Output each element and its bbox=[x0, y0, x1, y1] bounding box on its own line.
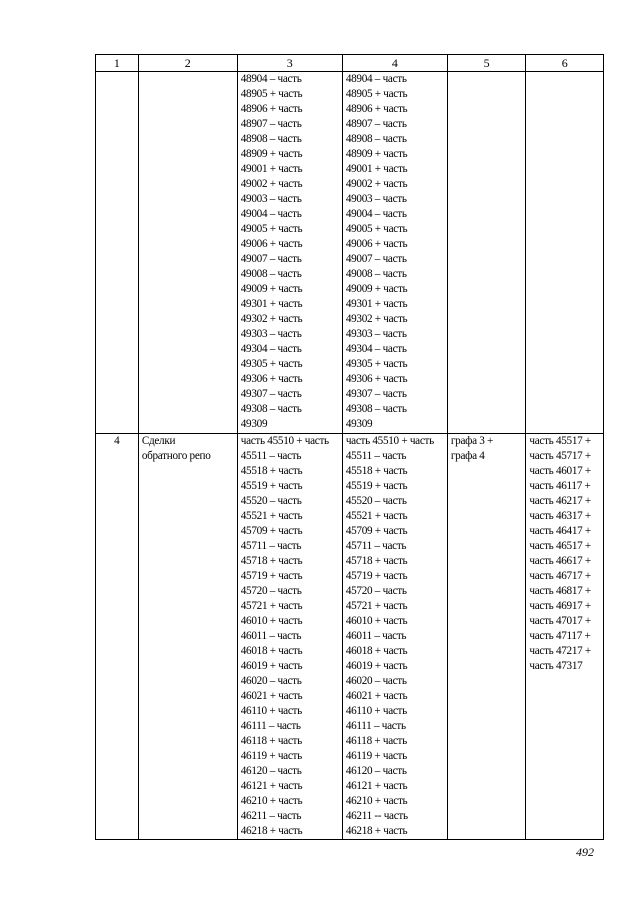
cell-line: часть 46517 + bbox=[529, 540, 591, 552]
cell-line: 46119 + часть bbox=[345, 750, 407, 762]
cell-line: 46010 + часть bbox=[240, 615, 303, 627]
cell-line: 49009 + часть bbox=[345, 283, 408, 295]
cell-line: 46020 – часть bbox=[345, 675, 407, 687]
cell-line: 48904 – часть bbox=[240, 73, 302, 85]
cell-line: 49004 – часть bbox=[345, 208, 407, 220]
cell-line: 49007 – часть bbox=[345, 253, 407, 265]
cell-line: часть 46417 + bbox=[529, 525, 591, 537]
cell-line: 49005 + часть bbox=[345, 223, 408, 235]
cell-line: 48907 – часть bbox=[345, 118, 407, 130]
cell-line: графа 3 + bbox=[450, 435, 494, 447]
cell-line: 48906 + часть bbox=[240, 103, 303, 115]
cell-line: 49303 – часть bbox=[345, 328, 407, 340]
row4-cell-6 bbox=[526, 434, 604, 840]
cell-line: 46111 – часть bbox=[345, 720, 406, 732]
cell-line: 49304 – часть bbox=[345, 343, 407, 355]
cell-line: 49304 – часть bbox=[240, 343, 302, 355]
cell-line: 45709 + часть bbox=[345, 525, 408, 537]
cell-line: 49306 + часть bbox=[345, 373, 408, 385]
row4-cell-3 bbox=[237, 434, 342, 840]
cell-line: 46120 – часть bbox=[240, 765, 302, 777]
cell-line: 45719 + часть bbox=[240, 570, 303, 582]
cell-line: часть 47217 + bbox=[529, 645, 591, 657]
cell-line: часть 47317 bbox=[529, 660, 583, 672]
header-cell-2: 2 bbox=[138, 55, 237, 72]
cell-line: 46011 – часть bbox=[345, 630, 407, 642]
cell-line: 46019 + часть bbox=[240, 660, 303, 672]
cell-line: часть 46917 + bbox=[529, 600, 591, 612]
cell-line: 45718 + часть bbox=[240, 555, 303, 567]
header-cell-4: 4 bbox=[342, 55, 447, 72]
cell-line: 49306 + часть bbox=[240, 373, 303, 385]
cell-line: 49007 – часть bbox=[240, 253, 302, 265]
cont-cell-3 bbox=[237, 72, 342, 434]
cell-line: 45711 – часть bbox=[345, 540, 407, 552]
cell-line: 49004 – часть bbox=[240, 208, 302, 220]
cell-line: часть 45717 + bbox=[529, 450, 591, 462]
cell-line: 46121 + часть bbox=[345, 780, 408, 792]
cell-line: 49308 – часть bbox=[240, 403, 302, 415]
cell-line: обратного репо bbox=[141, 450, 211, 462]
cell-line: 48908 – часть bbox=[345, 133, 407, 145]
cell-line: 46211 – часть bbox=[240, 810, 302, 822]
cell-line: 49001 + часть bbox=[345, 163, 408, 175]
cell-line: 46210 + часть bbox=[345, 795, 408, 807]
cont-cell-6 bbox=[526, 72, 604, 434]
cell-line: 48905 + часть bbox=[345, 88, 408, 100]
cell-line: 46118 + часть bbox=[240, 735, 302, 747]
cell-line: 48908 – часть bbox=[240, 133, 302, 145]
header-cell-1: 1 bbox=[96, 55, 139, 72]
cell-line: 46211 -- часть bbox=[345, 810, 408, 822]
cell-line: 45521 + часть bbox=[240, 510, 303, 522]
cell-line: часть 46217 + bbox=[529, 495, 591, 507]
cell-line: 45519 + часть bbox=[345, 480, 408, 492]
cell-line: 49003 – часть bbox=[240, 193, 302, 205]
cell-line: 49008 – часть bbox=[345, 268, 407, 280]
cell-line: 45511 – часть bbox=[345, 450, 407, 462]
cell-line: 45518 + часть bbox=[240, 465, 303, 477]
cell-line: 45520 – часть bbox=[345, 495, 407, 507]
cell-line: 45719 + часть bbox=[345, 570, 408, 582]
cell-line: 49301 + часть bbox=[240, 298, 303, 310]
cell-line: 49005 + часть bbox=[240, 223, 303, 235]
cell-line: 46218 + часть bbox=[240, 825, 303, 837]
cell-line: 46018 + часть bbox=[240, 645, 303, 657]
cell-line: 46110 + часть bbox=[240, 705, 302, 717]
cell-line: часть 46117 + bbox=[529, 480, 591, 492]
cont-cell-2 bbox=[138, 72, 237, 434]
cell-line: часть 46317 + bbox=[529, 510, 591, 522]
cell-line: 45709 + часть bbox=[240, 525, 303, 537]
cell-line: 45720 – часть bbox=[240, 585, 302, 597]
cell-line: 49307 – часть bbox=[345, 388, 407, 400]
cell-line: 46121 + часть bbox=[240, 780, 303, 792]
header-row bbox=[96, 55, 604, 72]
cell-line: 46010 + часть bbox=[345, 615, 408, 627]
cell-line: 45518 + часть bbox=[345, 465, 408, 477]
cell-line: 48909 + часть bbox=[345, 148, 408, 160]
cont-cell-1 bbox=[96, 72, 139, 434]
cell-line: 49002 + часть bbox=[240, 178, 303, 190]
table-row-4 bbox=[96, 434, 604, 840]
cell-line: часть 47117 + bbox=[529, 630, 591, 642]
cell-line: 46110 + часть bbox=[345, 705, 407, 717]
cell-line: часть 47017 + bbox=[529, 615, 591, 627]
cell-line: 46019 + часть bbox=[345, 660, 408, 672]
cell-line: 49305 + часть bbox=[345, 358, 408, 370]
cell-line: часть 46617 + bbox=[529, 555, 591, 567]
cell-line: 49303 – часть bbox=[240, 328, 302, 340]
cont-cell-5 bbox=[447, 72, 526, 434]
row-number: 4 bbox=[96, 434, 139, 840]
cell-line: 49301 + часть bbox=[345, 298, 408, 310]
cell-line: 49302 + часть bbox=[345, 313, 408, 325]
row4-cell-5 bbox=[447, 434, 526, 840]
cell-line: 46210 + часть bbox=[240, 795, 303, 807]
cell-line: 45721 + часть bbox=[240, 600, 303, 612]
cell-line: 49006 + часть bbox=[345, 238, 408, 250]
cell-line: 45520 – часть bbox=[240, 495, 302, 507]
cell-line: 46021 + часть bbox=[240, 690, 303, 702]
cell-line: 49001 + часть bbox=[240, 163, 303, 175]
page-number: 492 bbox=[576, 845, 594, 859]
cell-line: 49009 + часть bbox=[240, 283, 303, 295]
cell-line: 49002 + часть bbox=[345, 178, 408, 190]
cell-line: часть 45517 + bbox=[529, 435, 591, 447]
cont-cell-4 bbox=[342, 72, 447, 434]
cell-line: 48905 + часть bbox=[240, 88, 303, 100]
cell-line: часть 45510 + часть bbox=[345, 435, 434, 447]
cell-line: 49308 – часть bbox=[345, 403, 407, 415]
cell-line: 45711 – часть bbox=[240, 540, 302, 552]
cell-line: 49003 – часть bbox=[345, 193, 407, 205]
cell-line: 49305 + часть bbox=[240, 358, 303, 370]
cell-line: 49006 + часть bbox=[240, 238, 303, 250]
cell-line: 48906 + часть bbox=[345, 103, 408, 115]
cell-line: 49302 + часть bbox=[240, 313, 303, 325]
cell-line: 46011 – часть bbox=[240, 630, 302, 642]
cell-line: Сделки bbox=[141, 435, 176, 447]
cell-line: 45511 – часть bbox=[240, 450, 302, 462]
cell-line: 45720 – часть bbox=[345, 585, 407, 597]
cell-line: 45718 + часть bbox=[345, 555, 408, 567]
cell-line: 49309 bbox=[240, 418, 268, 430]
header-cell-6: 6 bbox=[526, 55, 604, 72]
cell-line: 46118 + часть bbox=[345, 735, 407, 747]
cell-line: 45721 + часть bbox=[345, 600, 408, 612]
row-name bbox=[138, 434, 237, 840]
cell-line: 46120 – часть bbox=[345, 765, 407, 777]
cell-line: 45521 + часть bbox=[345, 510, 408, 522]
cell-line: часть 46017 + bbox=[529, 465, 591, 477]
cell-line: 46119 + часть bbox=[240, 750, 302, 762]
cell-line: 49309 bbox=[345, 418, 373, 430]
cell-line: 45519 + часть bbox=[240, 480, 303, 492]
cell-line: 48907 – часть bbox=[240, 118, 302, 130]
cell-line: часть 45510 + часть bbox=[240, 435, 329, 447]
data-table bbox=[95, 54, 604, 840]
cell-line: 46018 + часть bbox=[345, 645, 408, 657]
cell-line: 49008 – часть bbox=[240, 268, 302, 280]
table-row-continued bbox=[96, 72, 604, 434]
cell-line: 46111 – часть bbox=[240, 720, 301, 732]
header-cell-3: 3 bbox=[237, 55, 342, 72]
cell-line: часть 46817 + bbox=[529, 585, 591, 597]
cell-line: 46021 + часть bbox=[345, 690, 408, 702]
row4-cell-4 bbox=[342, 434, 447, 840]
cell-line: 48909 + часть bbox=[240, 148, 303, 160]
cell-line: графа 4 bbox=[450, 450, 485, 462]
cell-line: 48904 – часть bbox=[345, 73, 407, 85]
cell-line: часть 46717 + bbox=[529, 570, 591, 582]
cell-line: 46218 + часть bbox=[345, 825, 408, 837]
cell-line: 49307 – часть bbox=[240, 388, 302, 400]
cell-line: 46020 – часть bbox=[240, 675, 302, 687]
header-cell-5: 5 bbox=[447, 55, 526, 72]
